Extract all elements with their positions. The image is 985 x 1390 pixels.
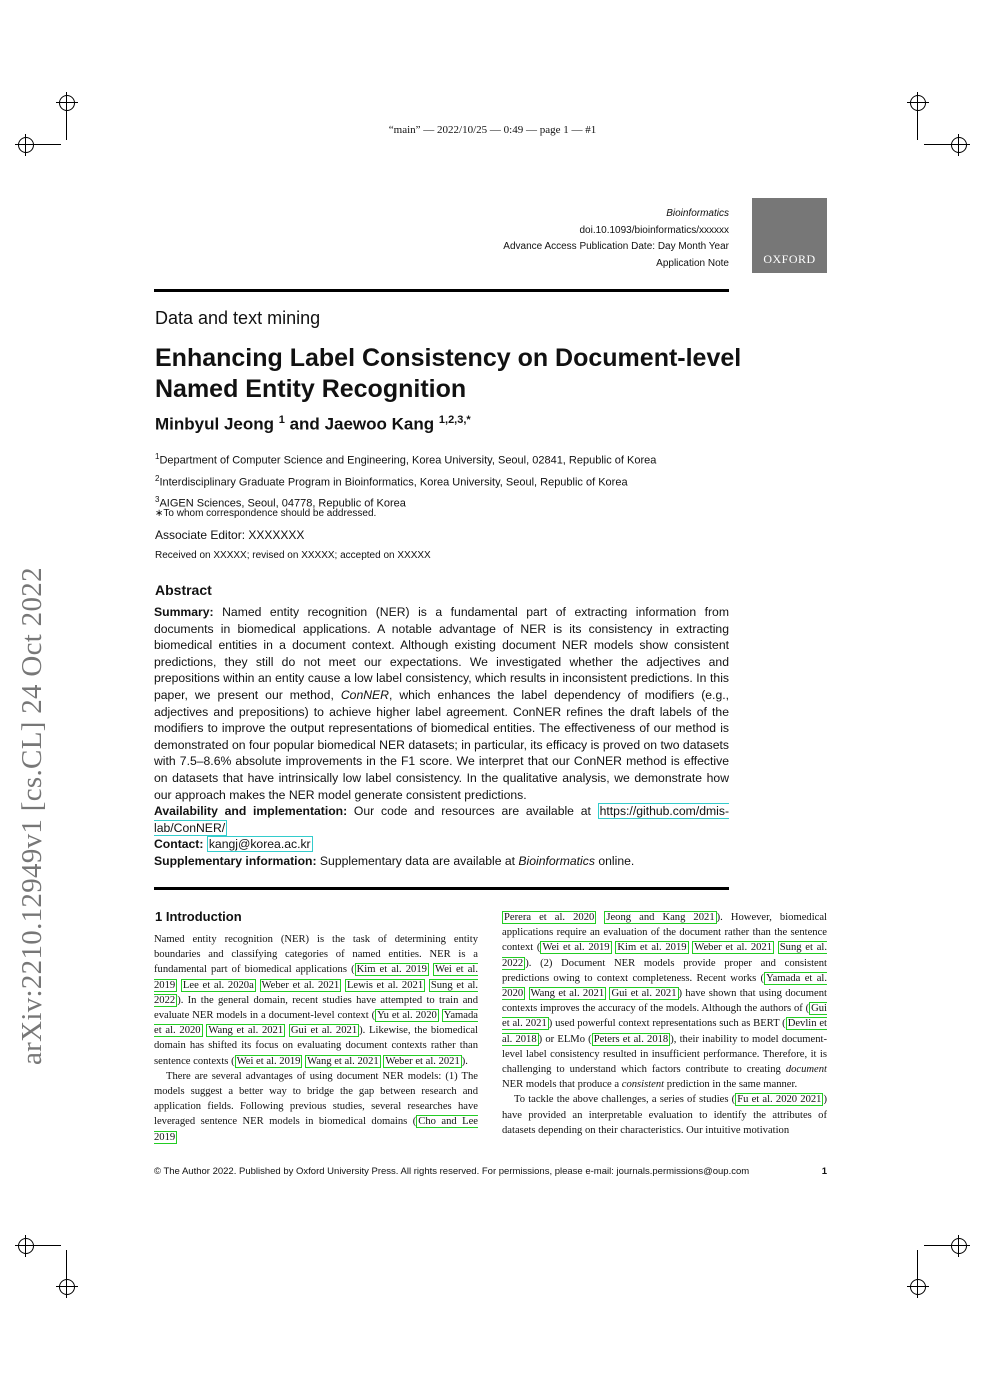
citation-link[interactable]: Wei et al. 2019 [236, 1055, 301, 1067]
intro-paragraph: There are several advantages of using document NER models: (1) The models suggest a better way to bridge the gap between research and application fields. Following previous studies, several researches have leveraged sentence NER models in biomedical domains ( Cho and Lee 2019 [154, 1070, 478, 1143]
abstract-supplementary: Supplementary information: Supplementary data are available at Bioinformatics online. [154, 853, 635, 868]
abstract-body [154, 604, 729, 870]
affiliation: $^2$Interdisciplinary Graduate Program in Bioinformatics, Korea University, Seoul, Republic of Korea [155, 473, 628, 489]
author-name: Minbyul Jeong [155, 414, 274, 434]
citation-link[interactable]: Wang et al. 2021 [530, 988, 605, 1000]
citation-link[interactable]: Gui et al. 2021 [290, 1025, 358, 1037]
author-name: Jaewoo Kang [324, 414, 435, 434]
crop-mark-icon [59, 95, 75, 111]
running-header: “main” — 2022/10/25 — 0:49 — page 1 — #1 [388, 124, 597, 136]
intro-paragraph: Perera et al. 2020 Jeong and Kang 2021 ). However, biomedical applications require an evaluation of the document rather than the sentence context ( Wei et al. 2019 Kim et al. 2019 Weber et al. 2021 Sung et al. 2022 ). (2) Document NER models provide proper and consistent predictions owing to context completeness. Recent works ( Yamada et al. 2020 Wang et al. 2021 Gui et al. 2021 ) have shown that using document contexts improves the accuracy of the models. Although the authors of ( Gui et al. 2021 ) used powerful context representations such as BERT ( Devlin et al. 2018 ) or ELMo ( Peters et al. 2018 ), their inability to model document-level label consistency resulted in insufficient performance. Therefore, it is challenging to understand which factors contribute to creating document NER models that produce a consistent prediction in the same manner. [502, 912, 827, 1091]
top-rule [154, 289, 729, 292]
citation-link[interactable]: Jeong and Kang 2021 [606, 912, 715, 923]
citation-link[interactable]: Lee et al. 2020a [182, 979, 254, 991]
journal-name: Bioinformatics [666, 208, 729, 219]
author-affil-sup: 1 [278, 414, 285, 426]
citation-link[interactable]: Kim et al. 2019 [617, 942, 687, 954]
citation-link[interactable]: Devlin et al. 2018 [502, 1018, 827, 1045]
citation-link[interactable]: Yamada et al. 2020 [502, 972, 827, 1000]
contact-email-link[interactable]: kangj@korea.ac.kr [208, 837, 311, 852]
arxiv-stamp: arXiv:2210.12949v1 [cs.CL] 24 Oct 2022 [16, 567, 48, 1065]
citation-link[interactable]: Cho and Lee 2019 [154, 1116, 478, 1143]
citation-link[interactable]: Fu et al. 2020 2021 [737, 1094, 822, 1106]
citation-link[interactable]: Weber et al. 2021 [385, 1055, 460, 1067]
intro-paragraph: To tackle the above challenges, a series of studies ( Fu et al. 2020 2021 ) have provided an interpretable evaluation to identify the attributes of datasets depending on their characteristics. Our intuitive motivation [502, 1094, 827, 1136]
intro-column-left [154, 932, 478, 1145]
citation-link[interactable]: Wei et al. 2019 [154, 964, 479, 991]
bottom-rule [154, 887, 729, 890]
paper-title: Enhancing Label Consistency on Document-level Named Entity Recognition [155, 344, 742, 403]
crop-line [33, 144, 61, 145]
citation-link[interactable]: Weber et al. 2021 [694, 942, 773, 954]
affiliation: $^3$AIGEN Sciences, Seoul, 04778, Republic of Korea [155, 495, 406, 510]
oxford-logo [752, 198, 827, 273]
crop-line [33, 1245, 61, 1246]
page-number: 1 [821, 1166, 827, 1177]
author-list [155, 414, 471, 435]
crop-mark-icon [59, 1279, 75, 1295]
citation-link[interactable]: Perera et al. 2020 [504, 912, 595, 923]
citation-link[interactable]: Gui et al. 2021 [502, 1003, 827, 1030]
crop-mark-icon [18, 1238, 34, 1254]
citation-link[interactable]: Peters et al. 2018 [593, 1033, 669, 1045]
associate-editor: Associate Editor: XXXXXXX [155, 528, 305, 542]
citation-link[interactable]: Yu et al. 2020 [377, 1010, 437, 1022]
citation-link[interactable]: Wang et al. 2021 [307, 1055, 379, 1067]
code-repository-link[interactable]: https://github.com/dmis-lab/ConNER/ [154, 804, 729, 835]
intro-paragraph: Named entity recognition (NER) is the task of determining entity boundaries and classifying categories of named entities. NER is a fundamental part of biomedical applications ( Kim et al. 2019 Wei et al. 2019 Lee et al. 2020a Weber et al. 2021 Lewis et al. 2021 Sung et al. 2022 ). In the general domain, recent studies have attempted to train and evaluate NER models in a document-level context ( Yu et al. 2020 Yamada et al. 2020 Wang et al. 2021 Gui et al. 2021 ). Likewise, the biomedical domain has shifted its focus on evaluating document contexts rather than sentence contexts ( Wei et al. 2019 Wang et al. 2021 Weber et al. 2021 ). [154, 934, 479, 1067]
citation-link[interactable]: Lewis et al. 2021 [346, 979, 424, 991]
correspondence-note: ∗To whom correspondence should be addressed. [155, 508, 377, 519]
citation-link[interactable]: Sung et al. 2022 [154, 979, 479, 1006]
intro-column-right [502, 910, 827, 1138]
citation-link[interactable]: Wang et al. 2021 [208, 1025, 284, 1037]
author-affil-sup: 1,2,3,* [438, 414, 471, 426]
crop-mark-icon [910, 1279, 926, 1295]
crop-line [924, 1245, 952, 1246]
crop-mark-icon [951, 137, 967, 153]
journal-publication: Advance Access Publication Date: Day Month Year [503, 241, 729, 252]
abstract-summary: Summary: Named entity recognition (NER) is a fundamental part of extracting information from documents in biomedical applications. A notable advantage of NER is its consistency in extracting biomedical entities in a document context. Although existing document NER models show consistent predictions, they still do not meet our expectations. We investigated whether the adjectives and prepositions within an entity cause a low label consistency, which results in inconsistent predictions. In this paper, we present our method, ConNER, which enhances the label dependency of modifiers (e.g., adjectives and prepositions) to achieve higher label agreement. ConNER refines the draft labels of the modifiers to improve the output representations of biomedical entities. The effectiveness of our method is demonstrated on four popular biomedical NER datasets; in particular, its efficacy is proved on two datasets with 7.5–8.6% absolute improvements in the F1 score. We interpret that our ConNER method is effective on datasets that have intrinsically low label consistency. In the qualitative analysis, we demonstrate how our approach makes the NER model generate consistent predictions. [154, 605, 729, 802]
author-conjunction: and [289, 414, 320, 434]
citation-link[interactable]: Gui et al. 2021 [611, 988, 677, 1000]
citation-link[interactable]: Kim et al. 2019 [356, 964, 427, 976]
crop-line [924, 144, 952, 145]
abstract-heading: Abstract [155, 582, 212, 598]
affiliation: $^1$Department of Computer Science and Engineering, Korea University, Seoul, 02841, Republic of Korea [155, 452, 657, 467]
journal-article-type: Application Note [656, 257, 729, 269]
oxford-logo-text: OXFORD [763, 252, 816, 266]
received-dates: Received on XXXXX; revised on XXXXX; accepted on XXXXX [155, 550, 431, 561]
citation-link[interactable]: Sung et al. 2022 [502, 942, 827, 969]
abstract-contact: Contact: kangj@korea.ac.kr [154, 837, 311, 852]
crop-mark-icon [18, 137, 34, 153]
crop-mark-icon [951, 1238, 967, 1254]
page-footer [154, 1166, 827, 1177]
intro-heading: 1 Introduction [155, 909, 242, 924]
affiliations [155, 448, 656, 513]
citation-link[interactable]: Wei et al. 2019 [542, 942, 610, 954]
abstract-availability: Availability and implementation: Our code and resources are available at https://github.com/dmis-lab/ConNER/ [154, 804, 729, 835]
citation-link[interactable]: Yamada et al. 2020 [154, 1010, 478, 1037]
citation-link[interactable]: Weber et al. 2021 [261, 979, 340, 991]
crop-mark-icon [910, 95, 926, 111]
journal-info [503, 206, 729, 272]
copyright-notice: © The Author 2022. Published by Oxford University Press. All rights reserved. For permissions, please e-mail: journals.permissions@oup.com [154, 1166, 750, 1177]
section-label: Data and text mining [155, 308, 321, 328]
journal-doi: doi.10.1093/bioinformatics/xxxxxx [579, 224, 729, 236]
